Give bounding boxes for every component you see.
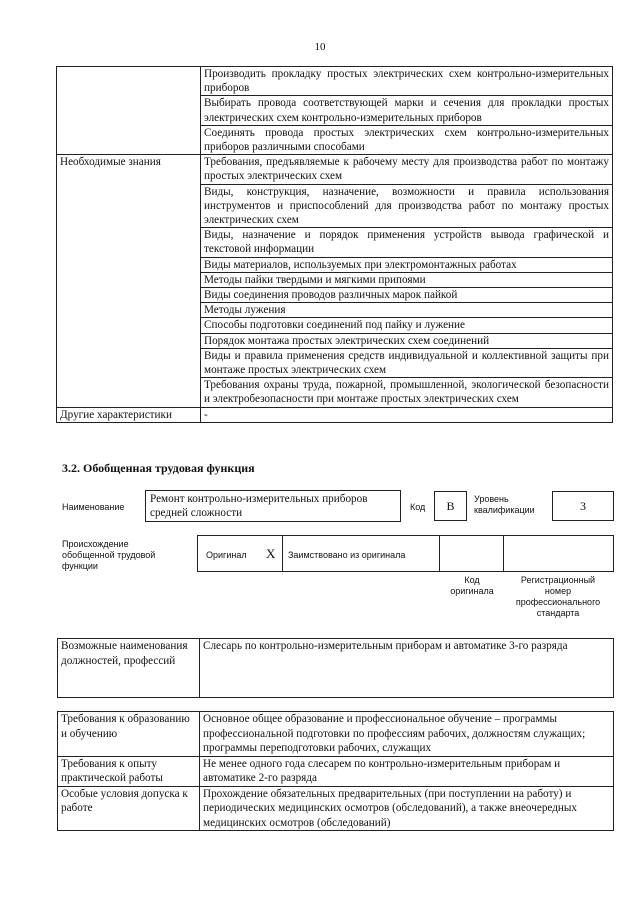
name-label: Наименование: [62, 502, 125, 512]
skills-label-cell: [57, 67, 201, 155]
knowledge-item: Виды материалов, используемых при электромонтажных работах: [201, 257, 613, 272]
table-row: [57, 407, 613, 422]
code-value: В: [446, 499, 455, 513]
divider: [503, 536, 504, 571]
table-row: [57, 67, 613, 96]
requirement-label: Требования к опыту практической работы: [58, 756, 200, 786]
page-number: 10: [314, 41, 326, 53]
knowledge-item: Способы подготовки соединений под пайку и лужение: [201, 318, 613, 333]
original-label: Оригинал: [206, 550, 247, 560]
knowledge-item: Порядок монтажа простых электрических схем соединений: [201, 333, 613, 348]
knowledge-item: Требования, предъявляемые к рабочему месту для производства работ по монтажу простых электрических схем: [201, 155, 613, 184]
requirement-value: Прохождение обязательных предварительных (при поступлении на работу) и периодических медицинских осмотров (обследований), а также внеочередных медицинских осмотров (обследований): [200, 786, 614, 831]
knowledge-item: Виды соединения проводов различных марок пайкой: [201, 288, 613, 303]
positions-table: [57, 638, 614, 698]
requirements-table: [57, 711, 614, 831]
divider: [439, 536, 440, 571]
reg-number-caption: Регистрационный номер профессионального стандарта: [515, 575, 601, 618]
other-characteristics-label: Другие характеристики: [57, 407, 201, 422]
knowledge-item: Методы пайки твердыми и мягкими припоями: [201, 272, 613, 287]
function-name-box: [145, 490, 401, 522]
knowledge-item: Виды, назначение и порядок применения устройств вывода графической и текстовой информации: [201, 228, 613, 257]
requirement-label: Особые условия допуска к работе: [58, 786, 200, 831]
section-title: 3.2. Обобщенная трудовая функция: [62, 461, 255, 475]
function-name-value: Ремонт контрольно-измерительных приборов средней сложности: [150, 493, 368, 519]
knowledge-item: Методы лужения: [201, 303, 613, 318]
positions-value: Слесарь по контрольно-измерительным приборам и автоматике 3-го разряда: [200, 639, 614, 698]
knowledge-item: Виды, конструкция, назначение, возможности и правила использования инструментов и приспособлений для производства работ по монтажу простых электрических схем: [201, 184, 613, 228]
table-row: [58, 712, 614, 757]
positions-label: Возможные наименования должностей, профессий: [58, 639, 200, 698]
other-characteristics-value: -: [201, 407, 613, 422]
original-checkmark: Х: [266, 546, 276, 561]
origin-box: [197, 535, 614, 572]
divider: [282, 536, 283, 571]
knowledge-label: Необходимые знания: [57, 155, 201, 407]
skill-item: Соединять провода простых электрических схем контрольно-измерительных приборов различными способами: [201, 125, 613, 154]
skill-item: Производить прокладку простых электрических схем контрольно-измерительных приборов: [201, 67, 613, 96]
requirement-value: Не менее одного года слесарем по контрольно-измерительным приборам и автоматике 2-го разряда: [200, 756, 614, 786]
table-row: [58, 639, 614, 698]
level-box: [552, 491, 614, 521]
code-box: [434, 491, 467, 521]
table-row: [58, 756, 614, 786]
origin-label: Происхождение обобщенной трудовой функции: [62, 539, 156, 571]
requirement-label: Требования к образованию и обучению: [58, 712, 200, 757]
requirement-value: Основное общее образование и профессиональное обучение – программы профессиональной подготовки по профессиям рабочих, должностям служащих; программы переподготовки рабочих, служащих: [200, 712, 614, 757]
table-row: [57, 155, 613, 184]
borrowed-label: Заимствовано из оригинала: [288, 550, 406, 560]
level-label: Уровень квалификации: [474, 494, 535, 515]
code-original-caption: Код оригинала: [450, 575, 494, 596]
skill-item: Выбирать провода соответствующей марки и сечения для прокладки простых электрических схем контрольно-измерительных приборов: [201, 96, 613, 125]
code-label: Код: [410, 502, 426, 512]
knowledge-item: Требования охраны труда, пожарной, промышленной, экологической безопасности и электробезопасности при монтаже простых электрических схем: [201, 378, 613, 407]
knowledge-skills-table: [56, 66, 613, 423]
level-value: 3: [580, 499, 586, 513]
table-row: [58, 786, 614, 831]
knowledge-item: Виды и правила применения средств индивидуальной и коллективной защиты при монтаже простых электрических схем: [201, 348, 613, 377]
